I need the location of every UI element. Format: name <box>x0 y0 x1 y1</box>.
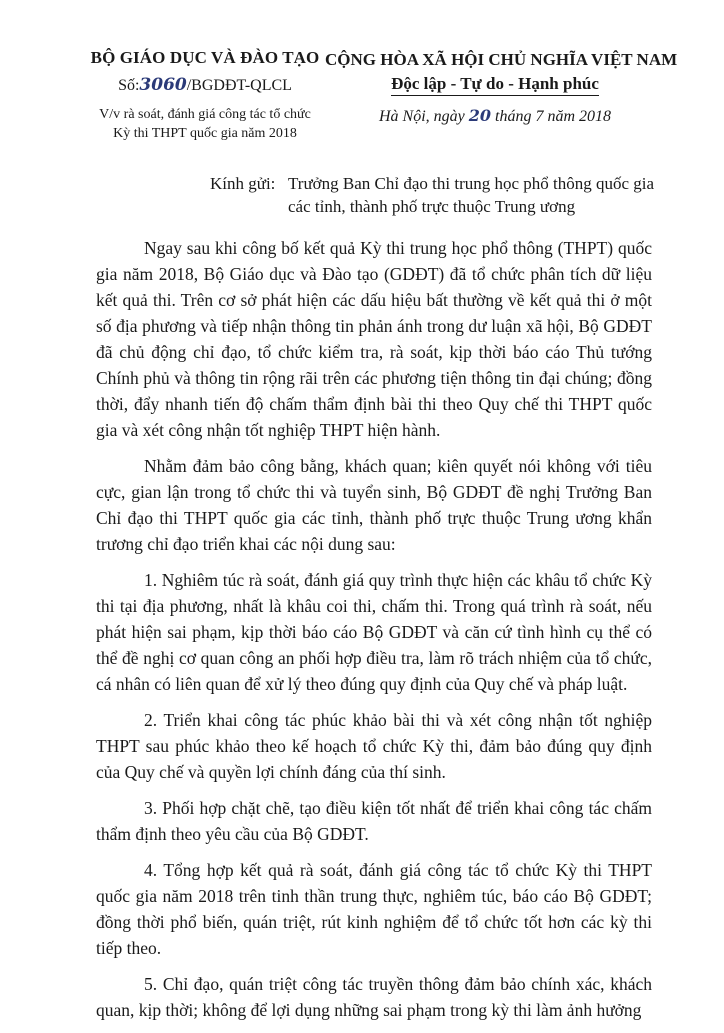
body-paragraph-item-2: 2. Triển khai công tác phúc khảo bài thi và xét công nhận tốt nghiệp THPT sau phúc khảo theo kế hoạch tổ chức Kỳ thi, đảm bảo đúng quy định của Quy chế và quyền lợi chính đáng của thí sinh. <box>96 710 652 782</box>
date-day-handwritten: 20 <box>468 106 492 125</box>
recipient-label: Kính gửi: <box>210 174 276 193</box>
body-paragraph-2: Nhằm đảm bảo công bằng, khách quan; kiên quyết nói không với tiêu cực, gian lận trong tổ chức thi và tuyển sinh, Bộ GDĐT đề nghị Trưởng Ban Chỉ đạo thi THPT quốc gia các tỉnh, thành phố trực thuộc Trung ương khẩn trương chỉ đạo triển khai các nội dung sau: <box>96 456 652 554</box>
subject-line-2: Kỳ thi THPT quốc gia năm 2018 <box>113 126 297 141</box>
republic-name: CỘNG HÒA XÃ HỘI CHỦ NGHĨA VIỆT NAM <box>325 50 678 69</box>
issuer-block <box>80 48 330 143</box>
ministry-name: BỘ GIÁO DỤC VÀ ĐÀO TẠO <box>90 48 320 67</box>
date-line <box>325 106 665 126</box>
document-number <box>80 75 330 95</box>
recipient-line-2: các tỉnh, thành phố trực thuộc Trung ương <box>288 197 576 216</box>
date-prefix: Hà Nội, ngày <box>378 108 469 125</box>
body-paragraph-item-3: 3. Phối hợp chặt chẽ, tạo điều kiện tốt nhất để triển khai công tác chấm thẩm định theo yêu cầu của Bộ GDĐT. <box>96 798 652 844</box>
subject-line-1: V/v rà soát, đánh giá công tác tổ chức <box>99 107 311 122</box>
doc-number-handwritten: 3060 <box>139 75 187 95</box>
recipient-line-1: Trưởng Ban Chỉ đạo thi trung học phổ thông quốc gia <box>288 174 655 193</box>
subject-line <box>80 105 330 143</box>
doc-number-suffix: /BGDĐT-QLCL <box>186 77 292 94</box>
national-motto: Độc lập - Tự do - Hạnh phúc <box>391 74 599 96</box>
letter-body <box>96 235 652 1033</box>
national-header <box>325 50 678 126</box>
date-suffix: tháng 7 năm 2018 <box>491 108 612 125</box>
body-paragraph-item-4: 4. Tổng hợp kết quả rà soát, đánh giá công tác tổ chức Kỳ thi THPT quốc gia năm 2018 trên tinh thần trung thực, nghiêm túc, báo cáo Bộ GDĐT; đồng thời phổ biến, quán triệt, rút kinh nghiệm để tổ chức tốt hơn các kỳ thi tiếp theo. <box>96 860 652 958</box>
recipient-block <box>210 172 690 218</box>
body-paragraph-1: Ngay sau khi công bố kết quả Kỳ thi trung học phổ thông (THPT) quốc gia năm 2018, Bộ Giáo dục và Đào tạo (GDĐT) đã tổ chức phân tích dữ liệu kết quả thi. Trên cơ sở phát hiện các dấu hiệu bất thường về kết quả thi ở một số địa phương và tiếp nhận thông tin phản ánh trong dư luận xã hội, Bộ GDĐT đã chủ động chỉ đạo, tổ chức kiểm tra, rà soát, kịp thời báo cáo Thủ tướng Chính phủ và thông tin rộng rãi trên các phương tiện thông tin đại chúng; đồng thời, đẩy nhanh tiến độ chấm thẩm định bài thi theo Quy chế thi THPT quốc gia và xét công nhận tốt nghiệp THPT hiện hành. <box>96 238 652 440</box>
recipient-text <box>288 172 690 218</box>
body-paragraph-item-5: 5. Chỉ đạo, quán triệt công tác truyền thông đảm bảo chính xác, khách quan, kịp thời; không để lợi dụng những sai phạm trong kỳ thi làm ảnh hưởng <box>96 974 652 1020</box>
body-paragraph-item-1: 1. Nghiêm túc rà soát, đánh giá quy trình thực hiện các khâu tổ chức Kỳ thi tại địa phương, nhất là khâu coi thi, chấm thi. Trong quá trình rà soát, nếu phát hiện sai phạm, kịp thời báo cáo Bộ GDĐT và căn cứ tình hình cụ thể có thể đề nghị cơ quan công an phối hợp điều tra, làm rõ trách nhiệm của tổ chức, cá nhân có liên quan để xử lý theo đúng quy định của Quy chế và pháp luật. <box>96 570 652 694</box>
doc-number-prefix: Số: <box>118 77 140 94</box>
